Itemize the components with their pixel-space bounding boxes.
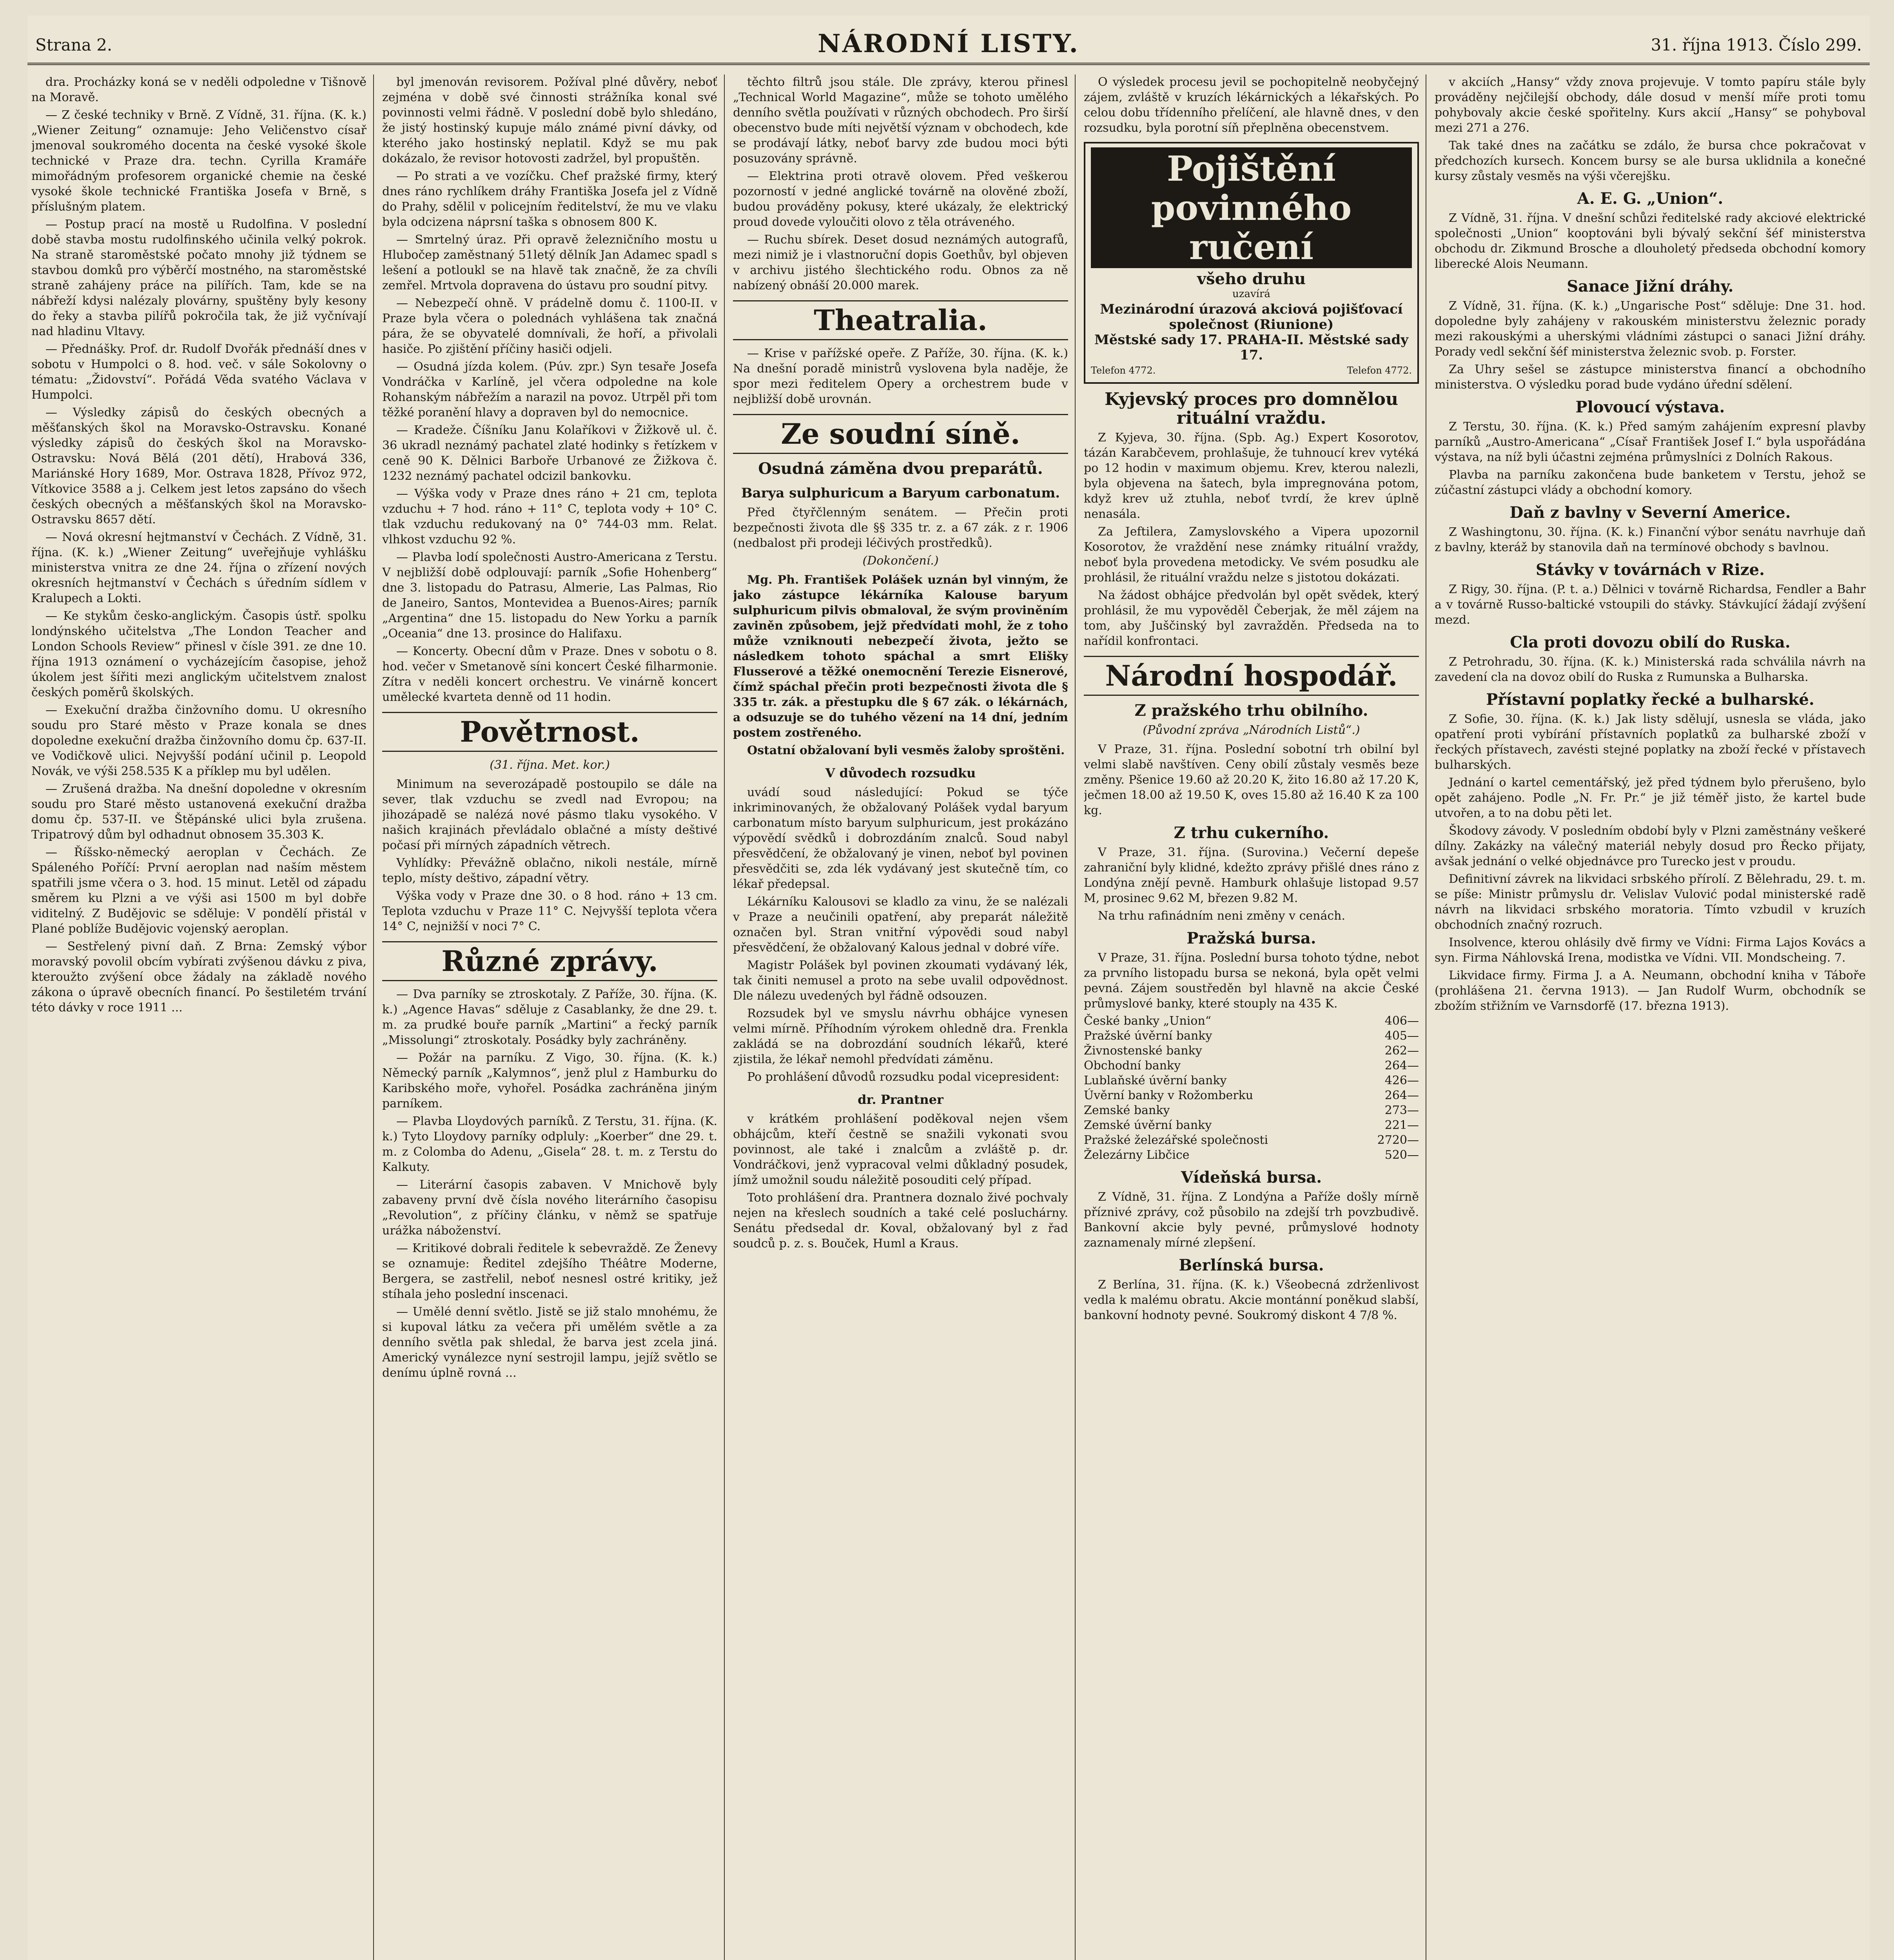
article-paragraph: Plavba na parníku zakončena bude banketem v Terstu, jehož se zúčastní zástupci vlády a obchodní komory. (1435, 468, 1866, 497)
article-headline: Berlínská bursa. (1179, 1256, 1324, 1274)
article-subheadline: V důvodech rozsudku (825, 766, 976, 780)
article-paragraph: Z Vídně, 31. října. Z Londýna a Paříže došly mírně příznivé zprávy, což působilo na zdejší trh povzbudivě. Bankovní akcie byly pevné, průmyslové hodnoty zaznamenaly mírné zlepšení. (1084, 1190, 1419, 1250)
article-paragraph: — Zrušená dražba. Na dnešní dopoledne v okresním soudu pro Staré město ustanovená exekuční dražba domu čp. 537-II. ve Štěpánské ulici byla zrušena. Tripatrový dům byl odhadnut obnosem 35.303 K. (31, 782, 366, 842)
article-paragraph: Definitivní závrek na likvidaci srbského přírolí. Z Bělehradu, 29. t. m. se píše: Ministr průmyslu dr. Velislav Vulović podal ministerské radě návrh na likvidaci srbského moratoria. Tímto vzbudil v kruzích obchodních značný rozruch. (1435, 872, 1866, 932)
quote-row (1084, 1148, 1419, 1163)
article-paragraph: — Exekuční dražba činžovního domu. U okresního soudu pro Staré město v Praze konala se dnes dopoledne exekuční dražba činžovního domu čp. 637-II. ve Vodičkově ulici. Nejvyšší podání učinil p. Leopold Novák, ve výši 258.535 K a příklep mu byl udělen. (31, 703, 366, 778)
column-rule (1075, 74, 1076, 1960)
section-subtitle: (31. října. Met. kor.) (490, 758, 610, 772)
article-paragraph: v krátkém prohlášení poděkoval nejen všem obhájcům, kteří čestně se snažili vykonati svou povinnost, ale také i znalcům a zvláště p. dr. Vondráčkovi, jenž vypracoval velmi důkladný posudek, jímž umožnil soudu náležitě posouditi celý případ. (733, 1112, 1068, 1187)
article-paragraph: Škodovy závody. V posledním období byly v Plzni zaměstnány veškeré dílny. Zakázky na válečný materiál nebyly dosud pro Řecko přijaty, avšak jednání o velké objednávce pro Turecko jest v proudu. (1435, 824, 1866, 868)
issue-date: 31. října 1913. Číslo 299. (1651, 35, 1862, 54)
quote-name: Železárny Libčice (1084, 1148, 1190, 1162)
column-4 (1084, 74, 1419, 1960)
insurance-advertisement (1084, 142, 1419, 384)
article-paragraph: — Po strati a ve vozíčku. Chef pražské firmy, který dnes ráno rychlíkem dráhy Františka Josefa jel z Vídně do Prahy, sdělil v policejním ředitelství, že mu ve vlaku byla odcizena náprsní taška s obnosem 800 K. (382, 169, 717, 229)
quote-row (1084, 1073, 1419, 1088)
article-paragraph: — Výsledky zápisů do českých obecných a měšťanských škol na Moravsko-Ostravsku. Konané výsledky zápisů do českých škol na Moravsko-Ostravsku: Nová Bělá (201 dětí), Hrabová 336, Mariánské Hory 1689, Mor. Ostrava 1828, Přívoz 972, Vítkovice 3588 a j. Celkem jest letos zapsáno do všech českých obecných a měšťanských škol na Moravsko-Ostravsku 8657 dětí. (31, 406, 366, 526)
article-paragraph: V Praze, 31. října. Poslední bursa tohoto týdne, nebot za prvního listopadu bursa se nekoná, byla opět velmi pevná. Zájem soustředěn byl hlavně na akcie České průmyslové banky, které stouply na 435 K. (1084, 951, 1419, 1011)
article-paragraph: — Říšsko-německý aeroplan v Čechách. Ze Spáleného Poříčí: První aeroplan nad naším městem spatřili jsme včera o 3. hod. 15 minut. Letěl od západu směrem ku Plzni a ve výši asi 1500 m byl dobře viditelný. Z Budějovic se sděluje: V pondělí přistál v Plané poblíže Budějovic vojenský aeroplan. (31, 846, 366, 936)
article-paragraph: Lékárníku Kalousovi se kladlo za vinu, že se nalézali v Praze a neučinili opatření, aby preparát náležitě označen byl. Stran vnitřní výpovědi soud nabyl přesvědčení, že obžalovaný Kalous jednal v dobré víře. (733, 895, 1068, 955)
quote-value: 405— (1384, 1029, 1419, 1043)
quote-name: Lublaňské úvěrní banky (1084, 1074, 1227, 1087)
article-headline: Osudná záměna dvou preparátů. (758, 459, 1043, 478)
section-heading-weather: Povětrnost. (382, 712, 717, 752)
article-paragraph: — Výška vody v Praze dnes ráno + 21 cm, teplota vzduchu + 7 hod. ráno + 11° C, teplota vody + 10° C. tlak vzduchu redukovaný na 0° 744-03 mm. Relat. vlhkost vzduchu 92 %. (382, 487, 717, 546)
column-3 (733, 74, 1068, 1960)
article-paragraph: Insolvence, kterou ohlásily dvě firmy ve Vídni: Firma Lajos Kovács a syn. Firma Náhlovská Irena, modistka ve Vídni. VII. Mondscheing. 7. (1435, 936, 1866, 965)
article-paragraph: — Z české techniky v Brně. Z Vídně, 31. října. (K. k.) „Wiener Zeitung“ oznamuje: Jeho Veličenstvo císař jmenoval soukromého docenta na české vysoké škole technické v Praze dra. techn. Cyrilla Kramáře mimořádným profesorem organické chemie na české vysoké škole technické Františka Josefa v Brně, s příslušným platem. (31, 108, 366, 214)
quote-name: Pražské úvěrní banky (1084, 1029, 1212, 1043)
quote-value: 221— (1384, 1118, 1419, 1132)
article-paragraph: Před čtyřčlenným senátem. — Přečin proti bezpečnosti života dle §§ 335 tr. z. a 67 zák. z r. 1906 (nedbalost při prodeji léčivých prostředků). (733, 506, 1068, 550)
article-paragraph: Jednání o kartel cementářský, jež před týdnem bylo přerušeno, bylo opět zahájeno. Podle „N. Fr. Pr.“ je již téměř jisto, že kartel bude utvořen, a to na dobu pěti let. (1435, 776, 1866, 820)
article-paragraph: — Plavba lodí společnosti Austro-Americana z Terstu. V nejbližší době odplouvají: parník „Sofie Hohenberg“ dne 3. listopadu do Patrasu, Almerie, Las Palmas, Rio de Janeiro, Santos, Montevidea a Buenos-Aires; parník „Argentina“ dne 15. listopadu do New Yorku a parník „Oceania“ dne 13. prosince do Halifaxu. (382, 550, 717, 641)
continued-note: (Dokončení.) (862, 554, 939, 568)
article-paragraph: Z Terstu, 30. října. (K. k.) Před samým zahájením expresní plavby parníků „Austro-Americana“ „Císař František Josef I.“ byla uspořádána výstava, na níž byli účastni zejména průmyslníci z Dolních Rakous. (1435, 420, 1866, 464)
article-headline: Stávky v továrnách v Rize. (1535, 561, 1765, 579)
article-paragraph: — Umělé denní světlo. Jistě se již stalo mnohému, že si kupoval látku za večera při umělém světle a za denního světla pak shledal, že barva jest zcela jiná. Americký vynálezce nyní sestrojil lampu, jejíž světlo se denímu úplně rovná ... (382, 1305, 717, 1380)
quote-value: 406— (1384, 1014, 1419, 1028)
ad-address: Městské sady 17. PRAHA-II. Městské sady 17. (1094, 332, 1409, 363)
article-headline: Kyjevský proces pro domnělou rituální vraždu. (1105, 389, 1398, 428)
ad-phone: Telefon 4772. (1091, 365, 1156, 376)
article-headline: Plovoucí výstava. (1575, 398, 1725, 416)
quote-row (1084, 1133, 1419, 1148)
masthead-title: NÁRODNÍ LISTY. (818, 29, 1079, 58)
article-paragraph: — Literární časopis zabaven. V Mnichově byly zabaveny první dvě čísla nového literárního časopisu „Revolution“, z příčiny článku, v němž se spatřuje urážka náboženství. (382, 1178, 717, 1238)
verdict-paragraph: Mg. Ph. František Polášek uznán byl vinným, že jako zástupce lékárníka Kalouse baryum sulphuricum pilvis obmaloval, že svým proviněním zaviněn způsobem, jejž předvídati mohl, že z toho může vzniknouti nebezpečí života, ježto se následkem tohoto spáchal a smrt Elišky Flusserové a těžké onemocnění Terezie Eisnerové, čímž spáchal přečin proti bezpečnosti života dle § 335 tr. zák. a přestupku dle § 67 zák. o lékárnách, a odsuzuje se do tuhého vězení na 14 dní, jedním postem zostřeného. (733, 573, 1068, 740)
quote-row (1084, 1044, 1419, 1058)
article-paragraph: — Ruchu sbírek. Deset dosud neznámých autografů, mezi nimiž je i vlastnoruční dopis Goethův, byl objeven v archivu jistého šlechtického rodu. Obnos za ně nabízený obnáší 20.000 marek. (733, 233, 1068, 292)
quote-row (1084, 1103, 1419, 1118)
section-heading-economy: Národní hospodář. (1084, 656, 1419, 696)
quote-value: 264— (1384, 1089, 1419, 1102)
quote-row (1084, 1058, 1419, 1073)
quote-row (1084, 1029, 1419, 1044)
article-headline: Vídeňská bursa. (1181, 1168, 1322, 1187)
quote-value: 264— (1384, 1059, 1419, 1073)
quote-name: Pražské železářské společnosti (1084, 1133, 1268, 1147)
article-paragraph: uvádí soud následující: Pokud se týče inkriminovaných, že obžalovaný Polášek vydal baryum carbonatum místo baryum sulphuricum, jest prokázáno výpovědí svědků i dobrozdáním znalců. Soud nabyl přesvědčení, že obžalovaný je vinen, neboť byl povinen přesvědčiti se, zda lék vydávaný jest skutečně tím, co lékař předepsal. (733, 786, 1068, 891)
quote-name: Zemské úvěrní banky (1084, 1118, 1212, 1132)
section-heading-misc-news: Různé zprávy. (382, 941, 717, 981)
article-paragraph: Z Berlína, 31. října. (K. k.) Všeobecná zdrženlivost vedla k malému obratu. Akcie montánní poněkud slabší, bankovní hodnoty pevné. Soukromý diskont 4 7/8 %. (1084, 1278, 1419, 1322)
stock-quotes-table (1084, 1014, 1419, 1163)
article-paragraph: v akciích „Hansy“ vždy znova projevuje. V tomto papíru stále byly prováděny nejčilejší obchody, dále dosud v menší míře proti tomu pohybovaly akcie české spořitelny. Kurs akcií „Hansy“ se pohyboval mezi 271 a 276. (1435, 75, 1866, 135)
quote-name: Živnostenské banky (1084, 1044, 1202, 1058)
article-paragraph: — Osudná jízda kolem. (Púv. zpr.) Syn tesaře Josefa Vondráčka v Karlíně, jel včera odpoledne na kole Rohanským nábřežím a narazil na povoz. Utrpěl při tom těžké poranění hlavy a dopraven byl do nemocnice. (382, 360, 717, 419)
newspaper-page (27, 16, 1870, 1960)
column-rule (724, 74, 725, 1960)
article-paragraph: — Kritikové dobrali ředitele k sebevraždě. Ze Ženevy se oznamuje: Ředitel zdejšího Théâtre Moderne, Bergera, se zastřelil, neboť nesnesl ostré kritiky, jež stíhala jeho poslední inscenaci. (382, 1241, 717, 1301)
article-source: (Původní zpráva „Národních Listů“.) (1143, 723, 1360, 737)
article-paragraph: — Požár na parníku. Z Vigo, 30. října. (K. k.) Německý parník „Kalymnos“, jenž plul z Hamburku do Karibského moře, vyhořel. Posádka zachráněna jiným parníkem. (382, 1051, 717, 1111)
article-headline: Sanace Jižní dráhy. (1567, 277, 1734, 296)
article-paragraph: Vyhlídky: Převážně oblačno, nikoli nestále, mírně teplo, místy deštivo, západní větry. (382, 856, 717, 885)
article-paragraph: — Smrtelný úraz. Při opravě železničního mostu u Hlubočep zaměstnaný 51letý dělník Jan Adamec spadl s lešení a potloukl se na hlavě tak značně, že za chvíli zemřel. Mrtvola dopravena do ústavu pro soudní pitvy. (382, 233, 717, 292)
article-paragraph: — Plavba Lloydových parníků. Z Terstu, 31. října. (K. k.) Tyto Lloydovy parníky odpluly: „Koerber“ dne 29. t. m. z Colomba do Adenu, „Gisela“ 28. t. m. z Terstu do Kalkuty. (382, 1114, 717, 1174)
article-subheadline: dr. Prantner (858, 1092, 943, 1107)
article-paragraph: dra. Procházky koná se v neděli odpoledne v Tišnově na Moravě. (31, 75, 366, 104)
quote-row (1084, 1014, 1419, 1029)
article-paragraph: Z Washingtonu, 30. října. (K. k.) Finanční výbor senátu navrhuje daň z bavlny, kteráž by stanovila daň na termínové obchody s bavlnou. (1435, 525, 1866, 554)
article-paragraph: Za Uhry sešel se zástupce ministerstva financí a obchodního ministerstva. O výsledku porad bude vydáno úřední sdělení. (1435, 363, 1866, 392)
article-paragraph: — Postup prací na mostě u Rudolfina. V poslední době stavba mostu rudolfinského učinila velký pokrok. Na straně staroměstské počato mnohy již týdnem se stavbou domků pro výběrčí mostného, na staroměstské straně zahájeny práce na pilířích. Tam, kde se na nábřeží kdysi nalézaly plovárny, spuštěny byly kesony do řeky a stavba pilířů pokročila tak, že již vyčnívají nad hladinu Vltavy. (31, 218, 366, 338)
article-paragraph: Z Vídně, 31. října. (K. k.) „Ungarische Post“ sděluje: Dne 31. hod. dopoledne byly zahájeny v rakouském ministerstvu železnic porady mezi rakouskými a uherskými vládními zástupci o sanaci Jižní dráhy. Porady vedl sekční šéf ministerstva železnic svob. p. Forster. (1435, 299, 1866, 359)
article-paragraph: — Přednášky. Prof. dr. Rudolf Dvořák přednáší dnes v sobotu v Humpolci o 8. hod. več. v sále Sokolovny o tématu: „Židovství“. Pořádá Věda svatého Václava v Humpolci. (31, 342, 366, 402)
article-headline: Přístavní poplatky řecké a bulharské. (1486, 690, 1814, 709)
article-paragraph: Tak také dnes na začátku se zdálo, že bursa chce pokračovat v předchozích kursech. Koncem bursy se ale bursa uklidnila a konečné kursy zůstaly vesměs na výši včerejšku. (1435, 139, 1866, 183)
column-rule (373, 74, 374, 1960)
page-header (27, 16, 1870, 65)
article-paragraph: — Nebezpečí ohně. V prádelně domu č. 1100-II. v Praze byla včera o polednách vyhlášena tak značná pára, že se obyvatelé domnívali, že hoří, a přivolali hasiče. Po zjištění příčiny hasiči odjeli. (382, 296, 717, 356)
article-paragraph: Z Petrohradu, 30. října. (K. k.) Ministerská rada schválila návrh na zavedení cla na dovoz obilí do Ruska z Rumunska a Bulharska. (1435, 655, 1866, 684)
section-heading-court: Ze soudní síně. (733, 414, 1068, 454)
article-paragraph: V Praze, 31. října. (Surovina.) Večerní depeše zahraniční byly klidné, kdežto zprávy přišlé dnes ráno z Londýna znějí pevně. Hamburk ohlašuje listopad 9.57 M, prosinec 9.62 M, březen 9.82 M. (1084, 846, 1419, 905)
article-headline: Z trhu cukerního. (1174, 824, 1329, 842)
article-paragraph: — Elektrina proti otravě olovem. Před veškerou pozorností v jedné anglické továrně na olověné zboží, budou prováděny pokusy, které ukázaly, že elektrický proud dovede vyloučiti olovo z těla otráveného. (733, 169, 1068, 229)
quote-value: 520— (1384, 1148, 1419, 1162)
ad-subline: všeho druhu (1197, 270, 1306, 288)
ad-phone-row (1091, 363, 1412, 378)
article-paragraph: Toto prohlášení dra. Prantnera doznalo živé pochvaly nejen na křeslech soudních a také celé posluchárny. Senátu předsedal dr. Koval, obžalovaný byl z řad soudců p. z. s. Bouček, Huml a Kraus. (733, 1191, 1068, 1250)
article-paragraph: Rozsudek byl ve smyslu návrhu obhájce vynesen velmi mírně. Příhodním výrokem ohledně dra. Frenkla zakládá se na dobrozdání soudních lékařů, které zjistila, že lékař nemohl předvídati záměnu. (733, 1007, 1068, 1066)
article-paragraph: Likvidace firmy. Firma J. a A. Neumann, obchodní kniha v Táboře (prohlášena 21. června 1913). — Jan Rudolf Wurm, obchodník se zbožím střižním ve Varnsdorfě (17. března 1913). (1435, 969, 1866, 1013)
column-1 (31, 74, 366, 1960)
article-paragraph: — Dva parníky se ztroskotaly. Z Paříže, 30. října. (K. k.) „Agence Havas“ sděluje z Casablanky, že dne 29. t. m. za prudké bouře parník „Martini“ a řecký parník „Missolungi“ ztroskotaly. Posádky byly zachráněny. (382, 987, 717, 1047)
article-paragraph: Po prohlášení důvodů rozsudku podal vicepresident: (747, 1070, 1059, 1084)
article-paragraph: — Koncerty. Obecní dům v Praze. Dnes v sobotu o 8. hod. večer v Smetanově síni koncert České filharmonie. Zítra v neděli koncert orchestru. Ve vinárně koncert umělecké kvarteta denně od 11 hodin. (382, 644, 717, 704)
quote-value: 262— (1384, 1044, 1419, 1058)
article-paragraph: Z Vídně, 31. října. V dnešní schůzi ředitelské rady akciové elektrické společnosti „Union“ kooptováni byli bývalý sekční šéf ministerstva obchodu dr. Zikmund Brosche a dlouholetý předseda obchodní komory liberecké Alois Neumann. (1435, 211, 1866, 271)
article-paragraph: — Sestřelený pivní daň. Z Brna: Zemský výbor moravský povolil obcím vybírati zvýšenou dávku z piva, kteroužto zvýšení obce žádaly na základě nového zákona o úpravě obecních financí. Po šestiletém trvání této dávky v roce 1911 ... (31, 940, 366, 1014)
column-5 (1435, 74, 1866, 1960)
quote-name: České banky „Union“ (1084, 1014, 1212, 1028)
article-headline: Z pražského trhu obilního. (1134, 701, 1368, 720)
section-heading-theatre: Theatralia. (733, 300, 1068, 340)
article-paragraph: — Nová okresní hejtmanství v Čechách. Z Vídně, 31. října. (K. k.) „Wiener Zeitung“ uveřejňuje vyhlášku ministerstva vnitra ze dne 24. října o zřízení nových okresních hejtmanství v Čechách s úředním sídlem v Kralupech a Lokti. (31, 530, 366, 605)
article-paragraph: byl jmenován revisorem. Požíval plné důvěry, neboť zejména v době své činnosti strážníka konal své povinnosti velmi řádně. V poslední době bylo shledáno, že jistý hostinský kupuje málo známé pivní dávky, od kterého jako hostinský neplatil. Když se mu pak dokázalo, že revisor hotovosti zadržel, byl propuštěn. (382, 75, 717, 165)
article-headline: A. E. G. „Union“. (1577, 189, 1723, 208)
quote-row (1084, 1088, 1419, 1103)
article-paragraph: O výsledek procesu jevil se pochopitelně neobyčejný zájem, zvláště v kruzích lékárnických a lékařských. Po celou dobu třídenního přelíčení, ale hlavně dnes, v den rozsudku, byla porotní síň přeplněna obecenstvem. (1084, 75, 1419, 135)
article-paragraph: Minimum na severozápadě postoupilo se dále na sever, tlak vzduchu se zvedl nad Evropou; na jihozápadě se nalézá nové pásmo tlaku vysokého. V našich krajinách převládalo oblačné a místy deštivé počasí při mírných západních větrech. (382, 777, 717, 852)
column-2 (382, 74, 717, 1960)
article-paragraph: Magistr Polášek byl povinen zkoumati vydávaný lék, tak činiti nemusel a proto na sebe uvalil odpovědnost. Dle nálezu uvedených byl řádně odsouzen. (733, 958, 1068, 1003)
quote-name: Zemské banky (1084, 1103, 1170, 1117)
article-headline: Cla proti dovozu obilí do Ruska. (1510, 633, 1791, 652)
ad-company: Mezinárodní úrazová akciová pojišťovací společnost (Riunione) (1100, 301, 1403, 332)
ad-headline: Pojištění povinného ručení (1091, 147, 1412, 268)
quote-value: 273— (1384, 1103, 1419, 1117)
quote-name: Obchodní banky (1084, 1059, 1181, 1073)
quote-name: Úvěrní banky v Rožomberku (1084, 1089, 1254, 1102)
article-subheadline: Barya sulphuricum a Baryum carbonatum. (741, 485, 1060, 501)
article-paragraph: Z Kyjeva, 30. října. (Spb. Ag.) Expert Kosorotov, tázán Karabčevem, prohlašuje, že tuhnoucí krev vytéká po 12 hodin v maximum objemu. Krev, kterou nalezli, byla objevena na šatech, byla impregnována potom, když krev už ztuhla, neboť tvrdí, že krev úplně nenasála. (1084, 431, 1419, 521)
article-paragraph: Na trhu rafinádním neni změny v cenách. (1098, 909, 1346, 923)
article-paragraph: Z Sofie, 30. října. (K. k.) Jak listy sdělují, usnesla se vláda, jako opatření proti vybírání přístavních poplatků za bulharské zboží v řeckých přístavech, zavésti stejné poplatky na zboží řecké v přístavech bulharských. (1435, 712, 1866, 772)
quote-value: 426— (1384, 1074, 1419, 1087)
quote-value: 2720— (1377, 1133, 1419, 1147)
article-paragraph: těchto filtrů jsou stále. Dle zprávy, kterou přinesl „Technical World Magazine“, může se tohoto umělého denního světla používati v různých obchodech. Pro širší obecenstvo bude míti největší význam v obchodech, kde se prodávají látky, neboť barvy zde budou moci býti posuzovány správně. (733, 75, 1068, 165)
article-paragraph: Za Jeftilera, Zamyslovského a Vipera upozornil Kosorotov, že vraždění nese známky rituální vraždy, neboť byla provedena metodicky. Ve svém posudku ale prohlásil, že rituální vraždu nelze s jistotou dokázati. (1084, 525, 1419, 584)
quote-row (1084, 1118, 1419, 1133)
ad-phone: Telefon 4772. (1347, 365, 1412, 376)
article-paragraph: Ostatní obžalovaní byli vesměs žaloby sproštěni. (747, 744, 1065, 757)
article-paragraph: — Krise v pařížské opeře. Z Paříže, 30. října. (K. k.) Na dnešní poradě ministrů vyslovena byla naděje, že spor mezi ředitelem Opery a orchestrem bude v nejbližší době urovnán. (733, 347, 1068, 406)
article-headline: Daň z bavlny v Severní Americe. (1509, 503, 1791, 522)
ad-small-text: uzavírá (1232, 288, 1270, 300)
article-paragraph: Výška vody v Praze dne 30. o 8 hod. ráno + 13 cm. Teplota vzduchu v Praze 11° C. Nejvyšší teplota včera 14° C, nejnižší v noci 7° C. (382, 889, 717, 933)
page-number: Strana 2. (35, 35, 112, 54)
article-paragraph: V Praze, 31. října. Poslední sobotní trh obilní byl velmi slabě navštíven. Ceny obilí zůstaly vesměs beze změny. Pšenice 19.60 až 20.20 K, žito 16.80 až 17.20 K, ječmen 18.00 až 19.50 K, oves 15.80 až 16.40 K za 100 kg. (1084, 742, 1419, 817)
article-paragraph: — Kradeže. Číšníku Janu Kolaříkovi v Žižkově ul. č. 36 ukradl neznámý pachatel zlaté hodinky s řetízkem v ceně 90 K. Dělnici Barboře Urbanové ze Žižkova č. 1232 neznámý pachatel odcizil bankovku. (382, 423, 717, 483)
article-headline: Pražská bursa. (1186, 929, 1316, 947)
article-paragraph: Z Rigy, 30. října. (P. t. a.) Dělnici v továrně Richardsa, Fendler a Bahr a v továrně Russo-baltické vstoupili do stávky. Stávkující žádají zvýšení mezd. (1435, 583, 1866, 627)
article-paragraph: Na žádost obhájce předvolán byl opět svědek, který prohlásil, že mu vypověděl Čeberjak, že měl zájem na tom, aby Juščinský byl zavražděn. Předseda na to nařídil konfrontaci. (1084, 588, 1419, 648)
article-paragraph: — Ke stykům česko-anglickým. Časopis ústř. spolku londýnského učitelstva „The London Teacher and London Schools Review“ přinesl v čísle 391. ze dne 10. října 1913 oznámení o vycházejícím časopise, jehož úkolem jest šířiti mezi anglickým učitelstvem znalost českých poměrů školských. (31, 609, 366, 699)
